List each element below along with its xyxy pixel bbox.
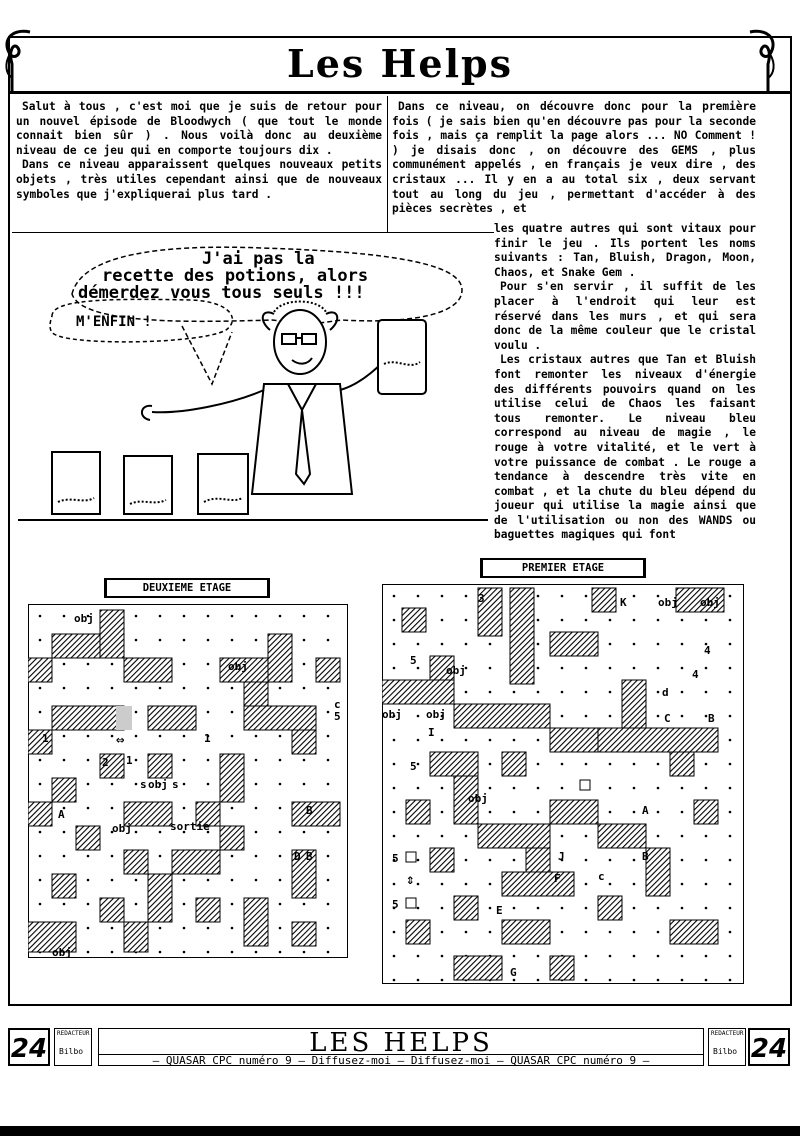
bubble-line-1: J'ai pas la (202, 249, 315, 269)
page-title: Les Helps (287, 41, 513, 86)
right-map-five-4: 5 (392, 898, 399, 911)
redacteur-name-left: Bilbo (59, 1047, 84, 1056)
left-map-one: 1 (126, 754, 133, 767)
left-map-obj-s: obj (148, 778, 168, 791)
left-map-t1: 1 (42, 732, 49, 745)
title-banner (8, 36, 792, 94)
footer-title: LES HELPS (309, 1028, 493, 1058)
grey-block (116, 706, 132, 730)
map-premier-etage (382, 584, 744, 984)
right-map-arrow: ⇕ (406, 872, 415, 888)
professor-cartoon (12, 234, 492, 544)
redacteur-name-right: Bilbo (713, 1047, 738, 1056)
left-map-t2: 1 (204, 732, 211, 745)
jar-row (52, 452, 248, 514)
page-number-right: 24 (748, 1028, 790, 1066)
left-map-s-2: s (172, 778, 179, 791)
right-map-obj-2: obj (700, 596, 720, 609)
map-label-premier: PREMIER ETAGE (480, 558, 646, 578)
left-map-obj-1: obj (74, 612, 94, 625)
right-map-three: 3 (478, 592, 485, 605)
left-map-obj-2: obj (228, 660, 248, 673)
map-deuxieme-etage (28, 604, 348, 958)
left-map-c: c (334, 698, 341, 711)
right-map-j: J (558, 850, 565, 863)
right-map-obj-1: obj (658, 596, 678, 609)
left-map-arrow: ⇔ (116, 732, 125, 748)
right-map-square-3 (406, 898, 416, 908)
right-paragraph-1: les quatre autres qui sont vitaux pour finir le jeu . Ils portent les noms suivants : Tan, Bluish, Dragon, Moon, Chaos, et Snake Gem . (494, 222, 756, 279)
redacteur-box-right (708, 1028, 746, 1066)
right-map-square-1 (580, 780, 590, 790)
right-paragraph-3: Les cristaux autres que Tan et Bluish font remonter les niveaux d'énergie des différents pouvoirs quand on les utilise celui de Chaos les faisant tous remonter. Le niveau bleu correspond au niveau de magie , le rouge à votre vitalité, et le vert à votre puissance de combat . Le rouge a tendance à descendre très vite en combat , et la chute du bleu dépend du joueur qui utilise la magie ainsi que de l'utilisation ou non des WANDS ou baguettes magiques qui font (494, 353, 756, 542)
right-map-five-1: 5 (410, 654, 417, 667)
right-map-obj-4: obj (382, 708, 402, 721)
right-map-b: B (708, 712, 715, 725)
small-bubble-text: M'ENFIN ! (76, 314, 152, 330)
left-paragraph-1: Salut à tous , c'est moi que je suis de retour pour un nouvel épisode de Bloodwych ( que tout le monde connait bien sûr ) . Nous voilà donc au deuxième niveau de ce jeu qui en comporte toujours dix . (16, 100, 382, 157)
map-label-deuxieme: DEUXIEME ETAGE (104, 578, 270, 598)
right-map-square-2 (406, 852, 416, 862)
right-map-c: c (598, 870, 605, 883)
footer-title-box (98, 1028, 704, 1066)
page-number-left: 24 (8, 1028, 50, 1066)
right-map-five-3: 5 (392, 852, 399, 865)
bubble-line-3: démerdez vous tous seuls !!! (78, 283, 365, 303)
right-map-obj-6: obj (468, 792, 488, 805)
right-map-cc: C (664, 712, 671, 725)
left-column (16, 100, 382, 202)
right-map-i: I (428, 726, 435, 739)
footer (8, 1020, 792, 1078)
right-paragraph-2: Pour s'en servir , il suffit de les placer à l'endroit qui leur est réservé dans les murs , et qui sera donc de la même couleur que le cristal voulu . (494, 280, 756, 352)
right-map-four-2: 4 (692, 668, 699, 681)
right-map-obj-3: obj (446, 664, 466, 677)
right-map-k: K (620, 596, 627, 609)
left-map-a: A (58, 808, 65, 821)
right-map-f: F (554, 872, 561, 885)
right-map-five-2: 5 (410, 760, 417, 773)
redacteur-box-left (54, 1028, 92, 1066)
left-map-b2: B (306, 850, 313, 863)
redacteur-label-left: REDACTEUR (57, 1030, 90, 1037)
footer-tagline: — QUASAR CPC numéro 9 — Diffusez-moi — Diffusez-moi — QUASAR CPC numéro 9 — (99, 1054, 703, 1067)
right-column-bottom (494, 222, 756, 543)
left-map-d: D (294, 850, 301, 863)
left-map-five: 5 (334, 710, 341, 723)
column-divider (387, 96, 388, 232)
right-map-four-1: 4 (704, 644, 711, 657)
bubble-line-2: recette des potions, alors (102, 266, 369, 286)
left-map-b1: B (306, 804, 313, 817)
cartoon-top-rule (12, 232, 494, 233)
right-map-g: G (510, 966, 517, 979)
right-map-obj-5: obj (426, 708, 446, 721)
left-map-s-1: s (140, 778, 147, 791)
left-map-obj-3: obj (112, 822, 132, 835)
right-map-bb: B (642, 850, 649, 863)
professor-figure (142, 302, 392, 495)
left-map-two: 2 (102, 756, 109, 769)
redacteur-label-right: REDACTEUR (711, 1030, 744, 1037)
right-column-top (392, 100, 756, 217)
left-map-obj-4: obj (52, 946, 72, 958)
bottom-bar (0, 1126, 800, 1136)
left-map-sortie: sortie (170, 820, 210, 833)
left-paragraph-2: Dans ce niveau apparaissent quelques nouveaux petits objets , très utiles cependant ainsi que de nouveaux symboles que j'expliquerai plus tard . (16, 158, 382, 201)
right-map-e: E (496, 904, 503, 917)
right-paragraph-top: Dans ce niveau, on découvre donc pour la première fois ( je sais bien qu'en découvre pas pour la seconde fois , mais ça remplit la page alors ... NO Comment ! ) je disais donc , on découvre des GEMS , plus communément appelés , en français je veux dire , des cristaux ... Il y en a au total six , deux servant tout au long du jeu , permettant d'accéder à des pièces secrètes , et (392, 100, 756, 216)
right-map-d: d (662, 686, 669, 699)
right-map-a: A (642, 804, 649, 817)
jar-held (378, 320, 426, 394)
